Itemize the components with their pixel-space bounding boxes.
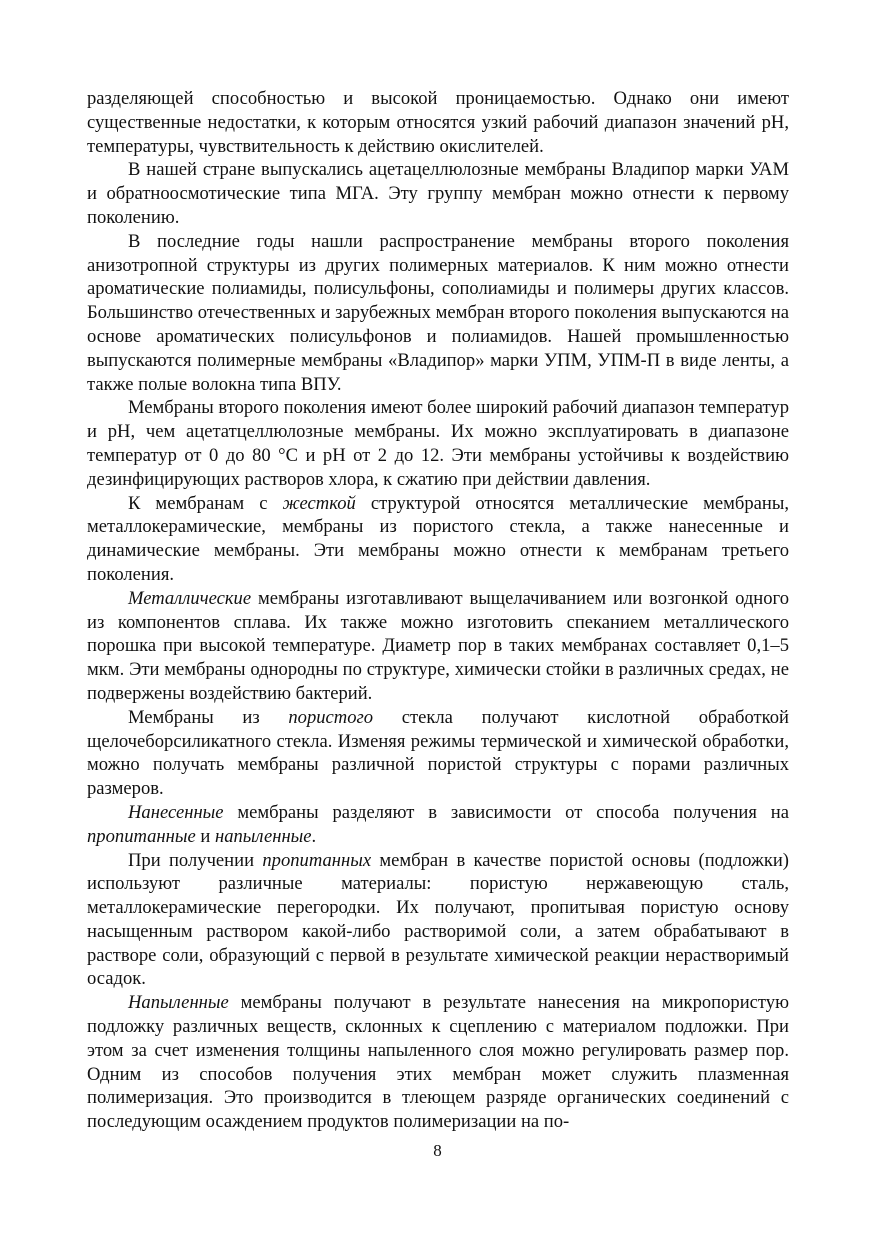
- text-run: мембраны изготавливают выщелачиванием или возгонкой одного из компонентов сплава. Их также можно изготовить спеканием металлического порошка при высокой температуре. Диаметр пор в таких мембранах составляет 0,1–5 мкм. Эти мембраны однородны по структуре, химически стойки в различных средах, не подвержены воздействию бактерий.: [87, 587, 789, 704]
- italic-term: пропитанных: [262, 849, 372, 871]
- text-run: В последние годы нашли распространение мембраны второго поколения анизотропной структуры из других полимерных материалов. К ним можно отнести ароматические полиамиды, полисульфоны, сополиамиды и полимеры других классов. Большинство отечественных и зарубежных мембран второго поколения выпускаются на основе ароматических полисульфонов и полиамидов. Нашей промышленностью выпускаются полимерные мембраны «Владипор» марки УПМ, УПМ-П в виде ленты, а также полые волокна типа ВПУ.: [87, 230, 789, 395]
- paragraph: [87, 801, 789, 849]
- paragraph: [87, 706, 789, 801]
- page-body: [87, 87, 789, 1134]
- paragraph: [87, 230, 789, 397]
- paragraph: [87, 849, 789, 992]
- paragraph: [87, 87, 789, 158]
- text-run: стекла получают кислотной обработкой щелочеборсиликатного стекла. Изменяя режимы термической и химической обработки, можно получать мембраны различной пористой структуры с порами различных размеров.: [87, 706, 789, 800]
- text-run: В нашей стране выпускались ацетацеллюлозные мембраны Владипор марки УАМ и обратноосмотические типа МГА. Эту группу мембран можно отнести к первому поколению.: [87, 159, 789, 228]
- paragraph: [87, 396, 789, 491]
- text-run: Мембраны второго поколения имеют более широкий рабочий диапазон температур и рН, чем ацетатцеллюлозные мембраны. Их можно эксплуатировать в диапазоне температур от 0 до 80 °С и рН от 2 до 12. Эти мембраны устойчивы к воздействию дезинфицирующих растворов хлора, к сжатию при действии давления.: [87, 397, 789, 490]
- text-run: мембраны получают в результате нанесения на микропористую подложку различных веществ, склонных к сцеплению с материалом подложки. При этом за счет изменения толщины напыленного слоя можно регулировать размер пор. Одним из способов получения этих мембран может служить плазменная полимеризация. Это производится в тлеющем разряде органических соединений с последующим осаждением продуктов полимеризации на по-: [87, 992, 789, 1133]
- text-run: и: [195, 825, 215, 847]
- text-run: мембраны разделяют в зависимости от способа получения на: [223, 801, 789, 823]
- italic-term: Нанесенные: [128, 801, 224, 823]
- paragraph: [87, 991, 789, 1134]
- paragraph: [87, 587, 789, 706]
- italic-term: жесткой: [282, 492, 356, 514]
- text-run: структурой относятся металлические мембраны, металлокерамические, мембраны из пористого стекла, а также нанесенные и динамические мембраны. Эти мембраны можно отнести к мембранам третьего поколения.: [87, 492, 789, 585]
- page-number: 8: [433, 1141, 442, 1160]
- italic-term: напыленные: [214, 825, 312, 847]
- paragraph: [87, 158, 789, 229]
- paragraph: [87, 492, 789, 587]
- text-run: разделяющей способностью и высокой проницаемостью. Однако они имеют существенные недостатки, к которым относятся узкий рабочий диапазон значений рН, температуры, чувствительность к действию окислителей.: [87, 88, 789, 157]
- text-run: К мембранам с: [128, 492, 283, 514]
- italic-term: пропитанные: [87, 825, 196, 847]
- italic-term: пористого: [288, 706, 374, 728]
- text-run: Мембраны из: [128, 706, 289, 728]
- text-run: .: [311, 825, 317, 847]
- text-run: мембран в качестве пористой основы (подложки) используют различные материалы: пористую нержавеющую сталь, металлокерамические перегородки. Их получают, пропитывая пористую основу насыщенным раствором какой-либо растворимой соли, а затем обрабатывают в растворе соли, образующий с первой в результате химической реакции нерастворимый осадок.: [87, 849, 790, 990]
- italic-term: Напыленные: [128, 992, 229, 1014]
- text-run: При получении: [128, 849, 263, 871]
- italic-term: Металлические: [128, 587, 252, 609]
